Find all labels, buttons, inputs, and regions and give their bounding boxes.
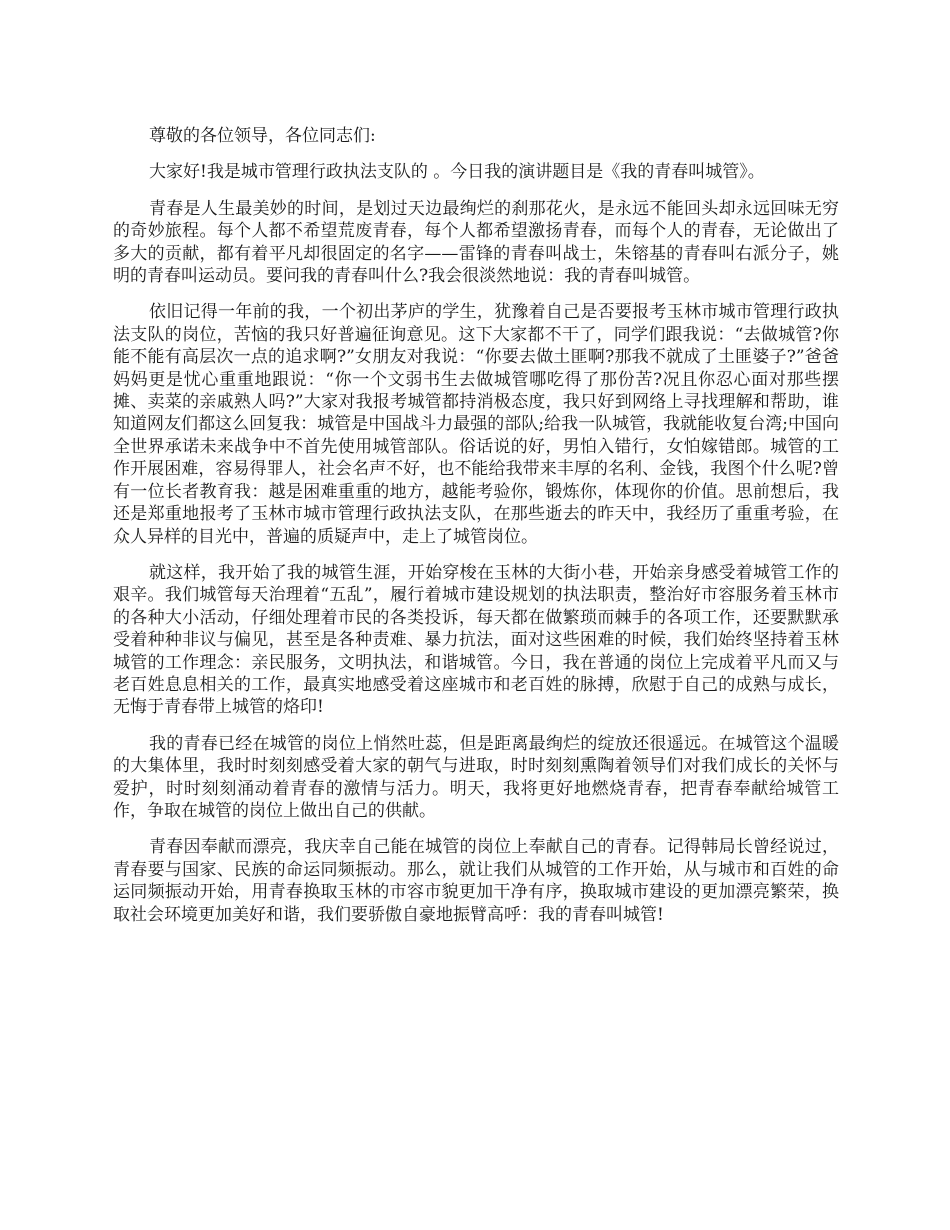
document-page bbox=[113, 125, 839, 940]
body-paragraph: 青春是人生最美妙的时间，是划过天边最绚烂的刹那花火，是永远不能回头却永远回味无穷的奇妙旅程。每个人都不希望荒废青春，每个人都希望激扬青春，而每个人的青春，无论做出了多大的贡献，都有着平凡却很固定的名字——雷锋的青春叫战士，朱镕基的青春叫右派分子，姚明的青春叫运动员。要问我的青春叫什么?我会很淡然地说：我的青春叫城管。 bbox=[113, 198, 839, 287]
opening-greeting: 大家好!我是城市管理行政执法支队的 。今日我的演讲题目是《我的青春叫城管》。 bbox=[149, 162, 765, 183]
body-paragraph: 我的青春已经在城管的岗位上悄然吐蕊，但是距离最绚烂的绽放还很遥远。在城管这个温暖的大集体里，我时时刻刻感受着大家的朝气与进取，时时刻刻熏陶着领导们对我们成长的关怀与爱护，时时刻刻涌动着青春的激情与活力。明天，我将更好地燃烧青春，把青春奉献给城管工作，争取在城管的岗位上做出自己的供献。 bbox=[113, 733, 839, 821]
body-paragraph: 依旧记得一年前的我，一个初出茅庐的学生，犹豫着自己是否要报考玉林市城市管理行政执法支队的岗位，苦恼的我只好普遍征询意见。这下大家都不干了，同学们跟我说：“去做城管?你能不能有高层次一点的追求啊?”女朋友对我说：“你要去做土匪啊?那我不就成了土匪婆子?”爸爸妈妈更是忧心重重地跟说：“你一个文弱书生去做城管哪吃得了那份苦?况且你忍心面对那些摆摊、卖菜的亲戚熟人吗?”大家对我报考城管都持消极态度，我只好到网络上寻找理解和帮助，谁知道网友们都这么回复我：城管是中国战斗力最强的部队;给我一队城管，我就能收复台湾;中国向全世界承诺未来战争中不首先使用城管部队。俗话说的好，男怕入错行，女怕嫁错郎。城管的工作开展困难，容易得罪人，社会名声不好，也不能给我带来丰厚的名利、金钱，我图个什么呢?曾有一位长者教育我：越是困难重重的地方，越能考验你，锻炼你，体现你的价值。思前想后，我还是郑重地报考了玉林市城市管理行政执法支队，在那些逝去的昨天中，我经历了重重考验，在众人异样的目光中，普遍的质疑声中，走上了城管岗位。 bbox=[113, 302, 840, 547]
body-paragraph: 就这样，我开始了我的城管生涯，开始穿梭在玉林的大街小巷，开始亲身感受着城管工作的艰辛。我们城管每天治理着“五乱”，履行着城市建设规划的执法职责，整治好市容服务着玉林市的各种大小活动，仔细处理着市民的各类投诉，每天都在做繁琐而棘手的各项工作，还要默默承受着种种非议与偏见，甚至是各种责难、暴力抗法，面对这些困难的时候，我们始终坚持着玉林城管的工作理念：亲民服务，文明执法，和谐城管。今日，我在普通的岗位上完成着平凡而又与老百姓息息相关的工作，最真实地感受着这座城市和老百姓的脉搏，欣慰于自己的成熟与成长，无悔于青春带上城管的烙印! bbox=[113, 562, 839, 718]
closing-paragraph: 青春因奉献而漂亮，我庆幸自己能在城管的岗位上奉献自己的青春。记得韩局长曾经说过，青春要与国家、民族的命运同频振动。那么，就让我们从城管的工作开始，从与城市和百姓的命运同频振动开始，用青春换取玉林的市容市貌更加干净有序，换取城市建设的更加漂亮繁荣，换取社会环境更加美好和谐，我们要骄傲自豪地振臂高呼：我的青春叫城管! bbox=[113, 837, 839, 925]
salutation: 尊敬的各位领导，各位同志们: bbox=[149, 126, 376, 146]
